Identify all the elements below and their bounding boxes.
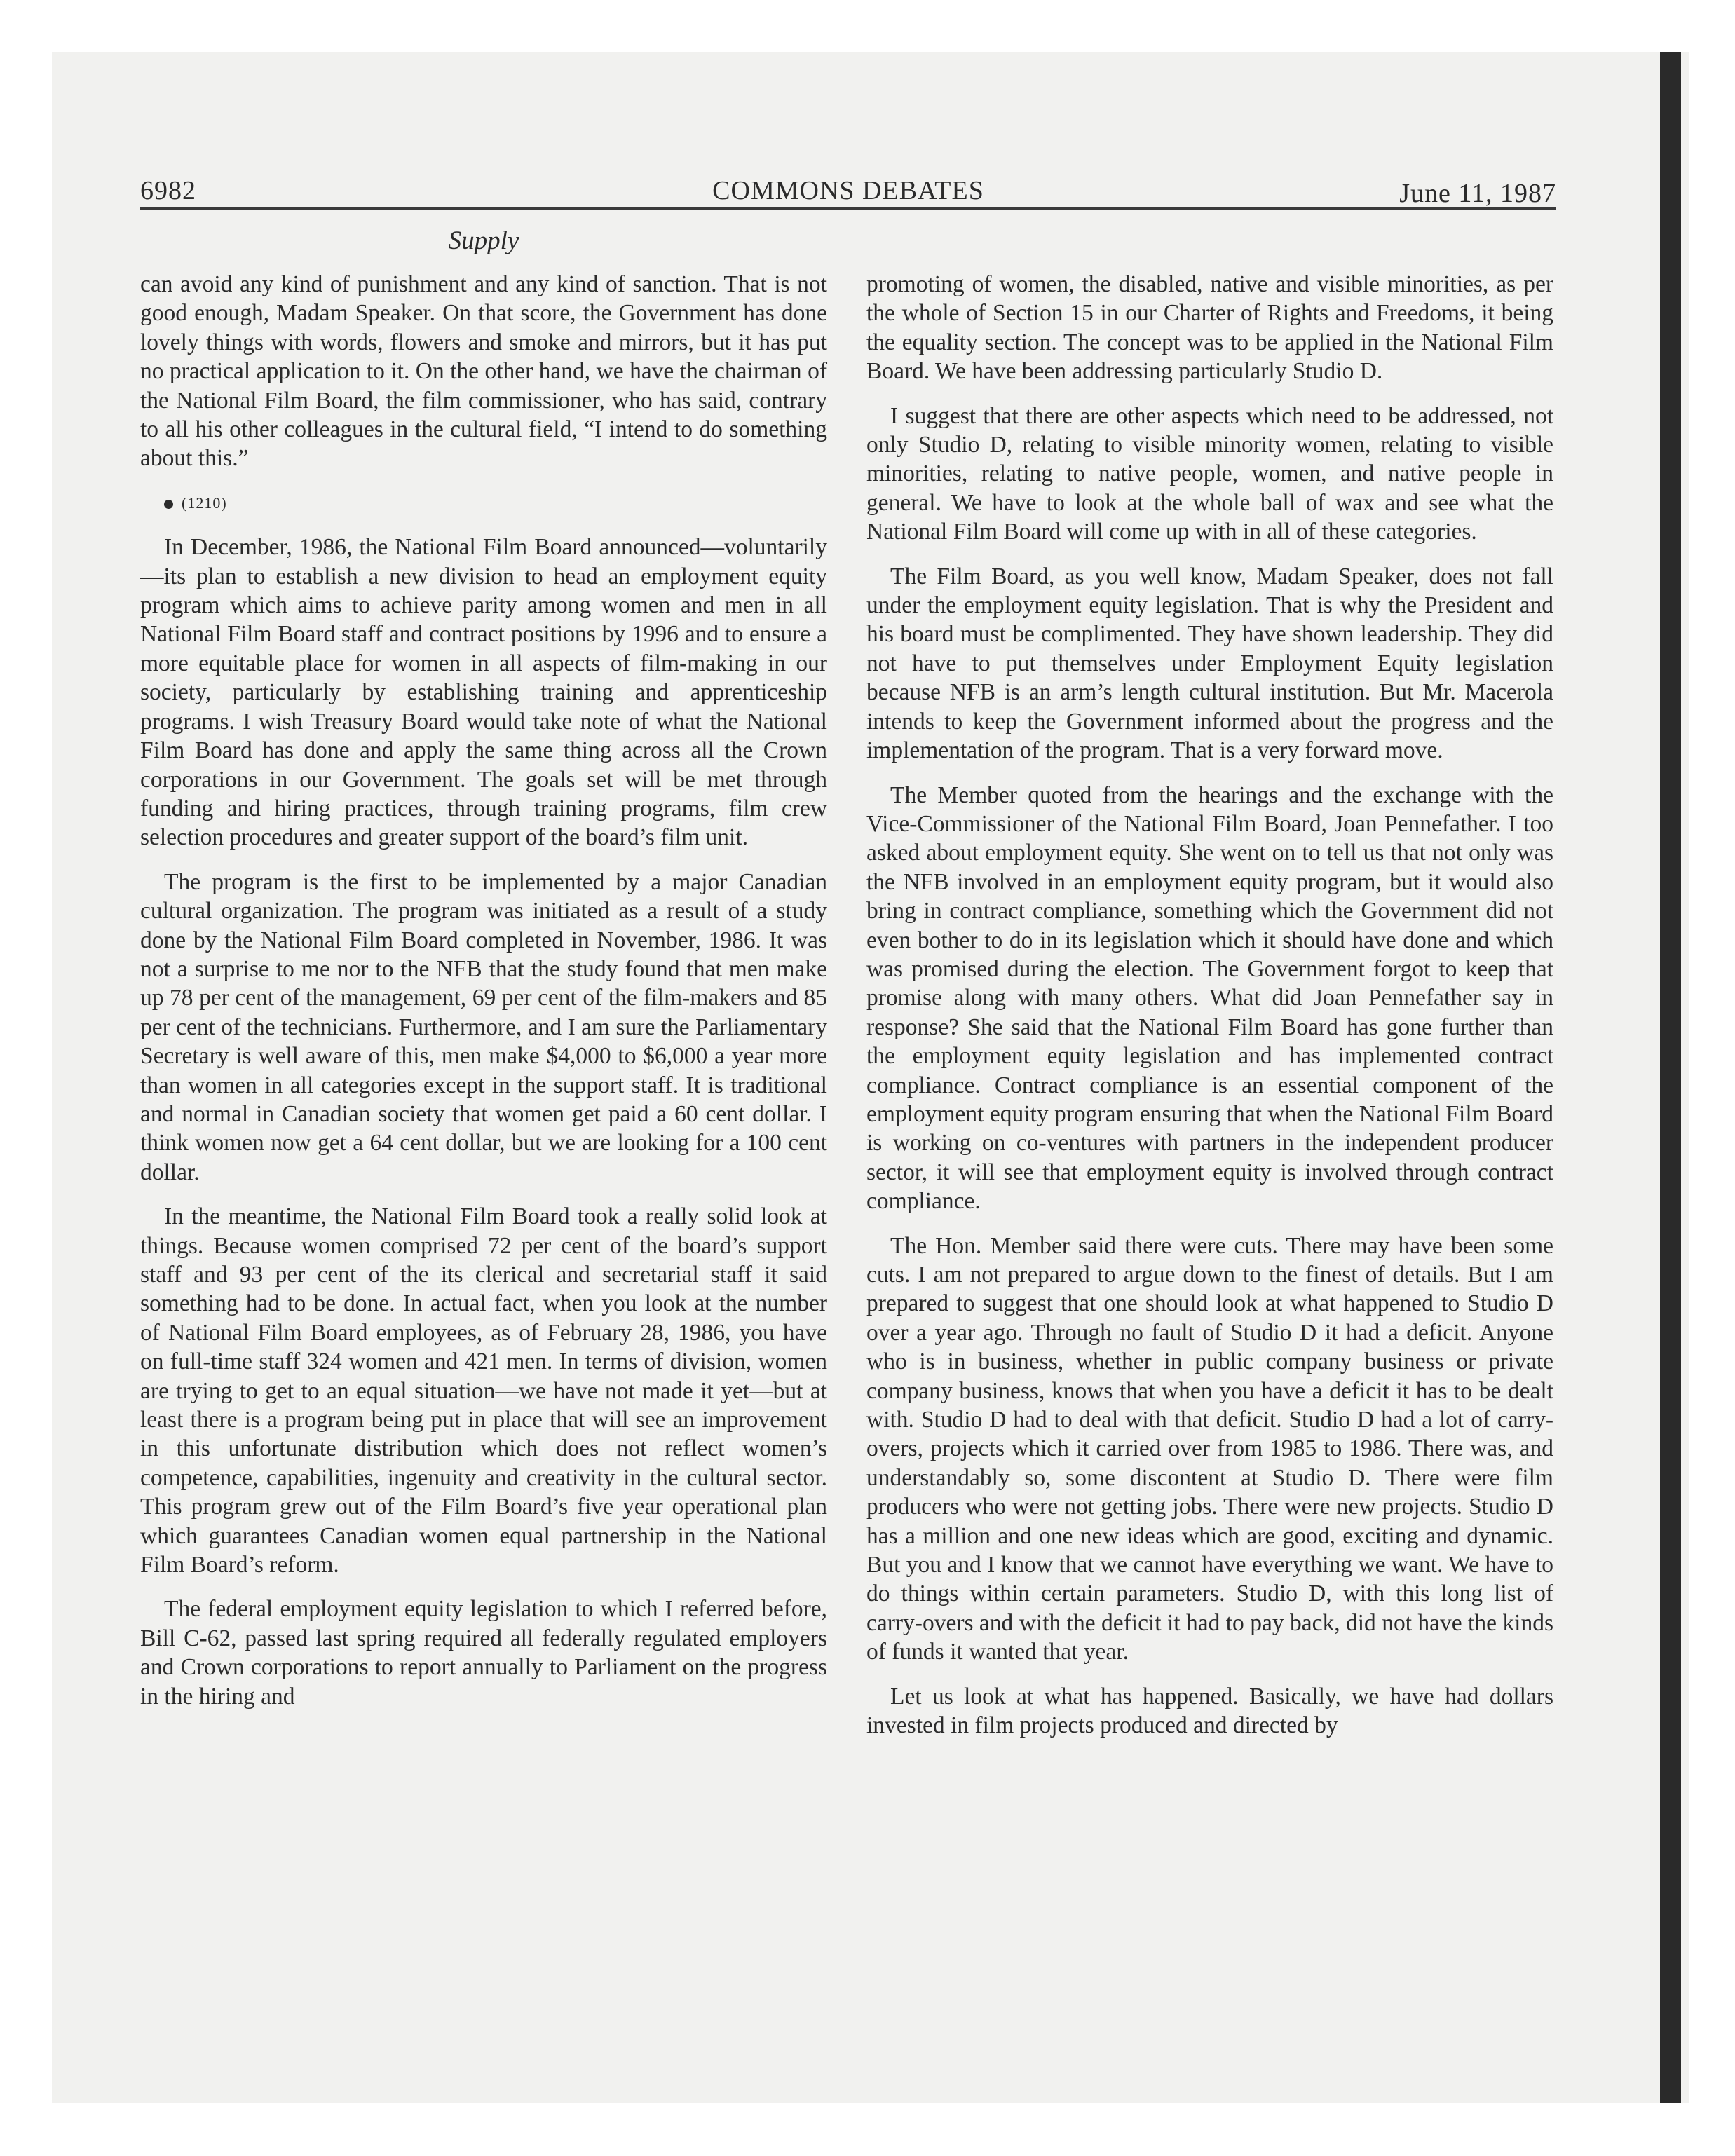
paragraph: I suggest that there are other aspects which need to be addressed, not only Studio D, relating to visible minority women, relating to visible minorities, relating to native people, women, and native people in general. We have to look at the whole ball of wax and see what the National Film Board will come up with in all of these categories.	[866, 402, 1553, 545]
paragraph: The program is the first to be implemented by a major Canadian cultural organization. The program was initiated as a result of a study done by the National Film Board completed in November, 1986. It was not a surprise to me nor to the NFB that the study found that men make up 78 per cent of the management, 69 per cent of the film-makers and 85 per cent of the technicians. Furthermore, and I am sure the Parliamentary Secretary is well aware of this, men make $4,000 to $6,000 a year more than women in all categories except in the support staff. It is traditional and normal in Canadian society that women get paid a 60 cent dollar. I think women now get a 64 cent dollar, but we are looking for a 100 cent dollar.	[140, 868, 827, 1185]
bullet-icon	[164, 500, 173, 509]
scan-edge-bar	[1660, 52, 1681, 2103]
paragraph: The Hon. Member said there were cuts. There may have been some cuts. I am not prepared to argue down to the finest of details. But I am prepared to suggest that one should look at what happened to Studio D over a year ago. Through no fault of Studio D it had a deficit. Anyone who is in business, whether in public company business or private company business, knows that when you have a deficit it has to be dealt with. Studio D had to deal with that deficit. Studio D had a lot of carry-overs, projects which it carried over from 1985 to 1986. There was, and understandably so, some discontent at Studio D. There were film producers who were not getting jobs. There were new projects. Studio D has a million and one new ideas which are good, exciting and dynamic. But you and I know that we cannot have everything we want. We have to do things within certain parameters. Studio D, with this long list of carry-overs and with the deficit it had to pay back, did not have the kinds of funds it wanted that year.	[866, 1232, 1554, 1665]
publication-title: COMMONS DEBATES	[712, 176, 984, 205]
header-rule	[140, 207, 1556, 210]
page-date: June 11, 1987	[1399, 179, 1556, 208]
paragraph: can avoid any kind of punishment and any kind of sanction. That is not good enough, Madam Speaker. On that score, the Government has done lovely things with words, flowers and smoke and mirrors, but it has put no practical application to it. On the other hand, we have the chairman of the National Film Board, the film commissioner, who has said, contrary to all his other colleagues in the cultural field, “I intend to do something about this.”	[140, 271, 827, 472]
paragraph: In December, 1986, the National Film Board announced—voluntarily—its plan to establish a new division to head an employment equity program which aims to achieve parity among women and men in all National Film Board staff and contract positions by 1996 and to ensure a more equitable place for women in all aspects of film-making in our society, particularly by establishing training and apprenticeship programs. I wish Treasury Board would take note of what the National Film Board has done and apply the same thing across all the Crown corporations in our Government. The goals set will be met through funding and hiring practices, through training programs, film crew selection procedures and greater support of the board’s film unit.	[140, 534, 827, 851]
section-label: Supply	[448, 226, 519, 255]
paragraph: Let us look at what has happened. Basically, we have had dollars invested in film projects produced and directed by	[866, 1683, 1553, 1739]
page-number: 6982	[140, 176, 196, 205]
paragraph: In the meantime, the National Film Board took a really solid look at things. Because women comprised 72 per cent of the board’s support staff and 93 per cent of the its clerical and secretarial staff it said something had to be done. In actual fact, when you look at the number of National Film Board employees, as of February 28, 1986, you have on full-time staff 324 women and 421 men. In terms of division, women are trying to get to an equal situation—we have not made it yet—but at least there is a program being put in place that will see an improvement in this unfortunate distribution which does not reflect women’s competence, capabilities, ingenuity and creativity in the cultural sector. This program grew out of the Film Board’s five year operational plan which guarantees Canadian women equal partnership in the National Film Board’s reform.	[140, 1203, 827, 1578]
paragraph: The Film Board, as you well know, Madam Speaker, does not fall under the employment equity legislation. That is why the President and his board must be complimented. They have shown leadership. They did not have to put themselves under Employment Equity legislation because NFB is an arm’s length cultural institution. But Mr. Macerola intends to keep the Government informed about the progress and the implementation of the program. That is a very forward move.	[866, 563, 1553, 764]
page-header	[140, 175, 1556, 210]
left-column	[140, 270, 827, 1726]
paragraph: The federal employment equity legislation to which I referred before, Bill C-62, passed last spring required all federally regulated employers and Crown corporations to report annually to Parliament on the progress in the hiring and	[140, 1596, 827, 1710]
timestamp-marker	[140, 489, 827, 517]
right-column	[866, 270, 1553, 1756]
paragraph: The Member quoted from the hearings and the exchange with the Vice-Commissioner of the National Film Board, Joan Pennefather. I too asked about employment equity. She went on to tell us that not only was the NFB involved in an employment equity program, but it would also bring in contract compliance, something which the Government did not even bother to do in its legislation which it should have done and which was promised during the election. The Government forgot to keep that promise along with many others. What did Joan Pennefather say in response? She said that the National Film Board has gone further than the employment equity legislation and has implemented contract compliance. Contract compliance is an essential component of the employment equity program ensuring that when the National Film Board is working on co-ventures with partners in the independent producer sector, it will see that employment equity is involved through contract compliance.	[866, 782, 1553, 1215]
paragraph: promoting of women, the disabled, native and visible minorities, as per the whole of Section 15 in our Charter of Rights and Freedoms, it being the equality section. The concept was to be applied in the National Film Board. We have been addressing particularly Studio D.	[866, 271, 1553, 385]
timestamp-text: (1210)	[182, 493, 227, 512]
